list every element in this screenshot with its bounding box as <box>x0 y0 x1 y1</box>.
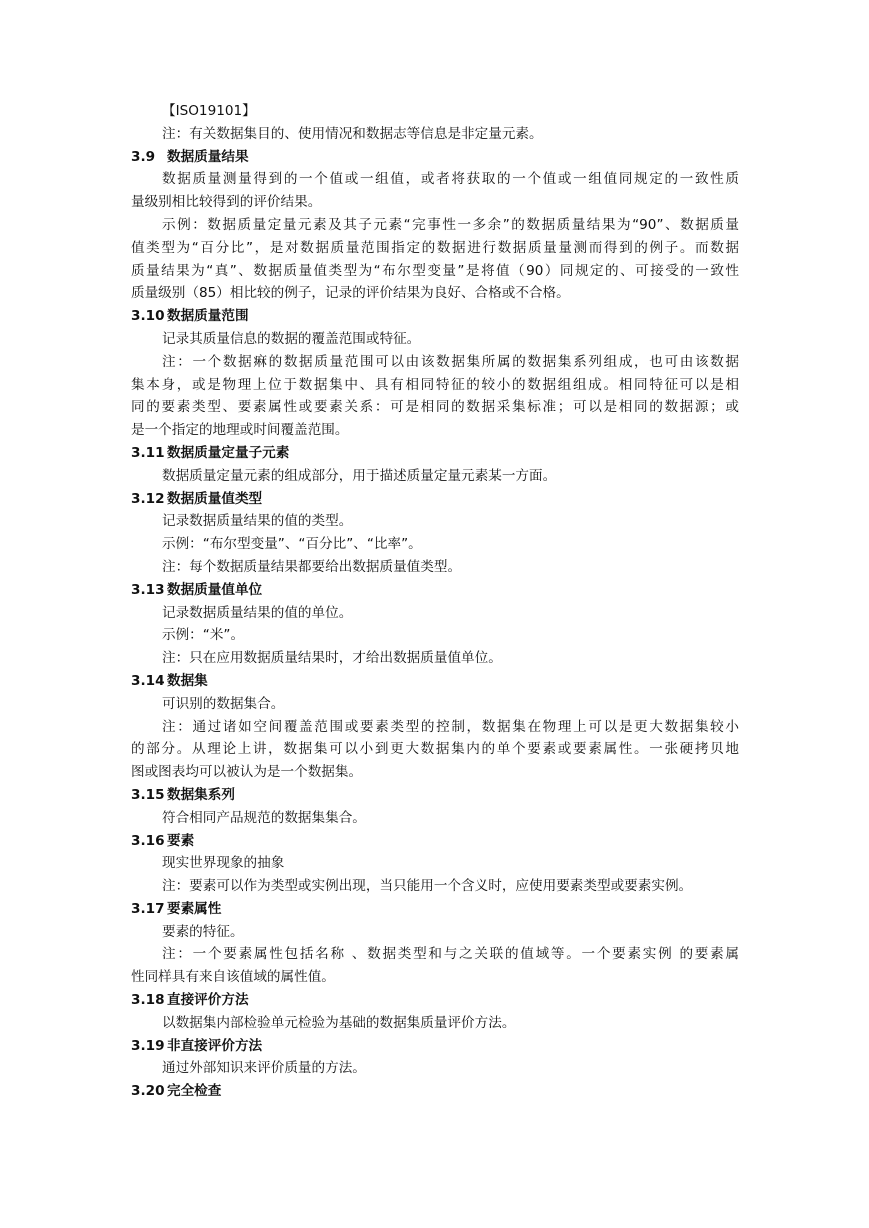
example-line: 质量结果为“真”、数据质量值类型为“布尔型变量”是将值（90）同规定的、可接受的一致性 <box>131 262 739 279</box>
section-title: 数据质量值类型 <box>167 490 263 507</box>
section-heading <box>131 579 739 602</box>
section-number: 3.15 <box>131 786 165 803</box>
section-title: 非直接评价方法 <box>167 1037 263 1054</box>
section-number: 3.18 <box>131 992 165 1009</box>
note-line: 性同样具有来自该值域的属性值。 <box>131 969 335 986</box>
example-line: 质量级别（85）相比较的例子，记录的评价结果为良好、合格或不合格。 <box>131 285 570 302</box>
section-title: 数据集 <box>167 672 208 689</box>
section-title: 要素 <box>167 832 195 849</box>
note-line: 集本身，或是物理上位于数据集中、具有相同特征的较小的数据组组成。相同特征可以是相 <box>131 376 739 393</box>
note-line: 注：只在应用数据质量结果时，才给出数据质量值单位。 <box>162 650 502 667</box>
section-title: 要素属性 <box>167 900 222 917</box>
definition-line: 记录数据质量结果的值的类型。 <box>162 513 353 530</box>
section-number: 3.16 <box>131 832 165 849</box>
section-title: 数据质量范围 <box>167 308 249 325</box>
section-title: 数据质量结果 <box>167 148 249 165</box>
document-page <box>131 100 739 1103</box>
note-paragraph: 注：有关数据集目的、使用情况和数据志等信息是非定量元素。 <box>162 125 543 142</box>
section-heading <box>131 1080 739 1103</box>
section-heading <box>131 442 739 465</box>
section-number: 3.10 <box>131 308 165 325</box>
note-line: 的部分。从理论上讲，数据集可以小到更大数据集内的单个要素或要素属性。一张硬拷贝地 <box>131 741 739 758</box>
section-heading <box>131 488 739 511</box>
section-heading <box>131 146 739 169</box>
example-line: 值类型为“百分比”，是对数据质量范围指定的数据进行数据质量量测而得到的例子。而数据 <box>131 239 739 256</box>
definition-line: 以数据集内部检验单元检验为基础的数据集质量评价方法。 <box>162 1014 516 1031</box>
section-heading <box>131 898 739 921</box>
section-number: 3.13 <box>131 581 165 598</box>
section-heading <box>131 1035 739 1058</box>
definition-line: 符合相同产品规范的数据集集合。 <box>162 809 366 826</box>
example-line: 示例：“布尔型变量”、“百分比”、“比率”。 <box>162 536 422 553</box>
section-number: 3.12 <box>131 490 165 507</box>
definition-line: 要素的特征。 <box>162 923 244 940</box>
definition-line: 记录数据质量结果的值的单位。 <box>162 604 353 621</box>
section-number: 3.9 <box>131 148 156 165</box>
section-number: 3.17 <box>131 900 165 917</box>
section-number: 3.11 <box>131 444 165 461</box>
section-number: 3.19 <box>131 1037 165 1054</box>
section-title: 数据质量定量子元素 <box>167 444 290 461</box>
note-line: 图或图表均可以被认为是一个数据集。 <box>131 764 363 781</box>
section-number: 3.14 <box>131 672 165 689</box>
section-heading <box>131 305 739 328</box>
section-heading <box>131 989 739 1012</box>
definition-line: 可识别的数据集合。 <box>162 695 285 712</box>
example-line: 示例：数据质量定量元素及其子元素“完事性一多余”的数据质量结果为“90”、数据质量 <box>162 216 739 233</box>
section-number: 3.20 <box>131 1083 165 1100</box>
note-line: 注：一个要素属性包括名称 、数据类型和与之关联的值域等。一个要素实例 的要素属 <box>162 946 739 963</box>
definition-line: 数据质量测量得到的一个值或一组值，或者将获取的一个值或一组值同规定的一致性质 <box>162 171 739 188</box>
example-line: 示例：“米”。 <box>162 627 245 644</box>
section-heading <box>131 670 739 693</box>
definition-line: 数据质量定量元素的组成部分，用于描述质量定量元素某一方面。 <box>162 467 557 484</box>
section-title: 数据质量值单位 <box>167 581 263 598</box>
section-title: 数据集系列 <box>167 786 235 803</box>
note-line: 同的要素类型、要素属性或要素关系：可是相同的数据采集标准；可以是相同的数据源；或 <box>131 399 739 416</box>
note-line: 注：通过诸如空间覆盖范围或要素类型的控制，数据集在物理上可以是更大数据集较小 <box>162 718 739 735</box>
note-line: 是一个指定的地理或时间覆盖范围。 <box>131 422 349 439</box>
definition-line: 量级别相比较得到的评价结果。 <box>131 194 322 211</box>
note-line: 注：一个数据痳的数据质量范围可以由该数据集所属的数据集系列组成，也可由该数据 <box>162 353 739 370</box>
section-title: 直接评价方法 <box>167 992 249 1009</box>
note-line: 注：每个数据质量结果都要给出数据质量值类型。 <box>162 558 462 575</box>
section-heading <box>131 830 739 853</box>
definition-line: 通过外部知识来评价质量的方法。 <box>162 1060 366 1077</box>
definition-line: 记录其质量信息的数据的覆盖范围或特征。 <box>162 330 421 347</box>
section-title: 完全检查 <box>167 1083 222 1100</box>
section-heading <box>131 784 739 807</box>
reference-tag: 【ISO19101】 <box>162 103 256 119</box>
definition-line: 现实世界现象的抽象 <box>162 855 285 872</box>
note-line: 注：要素可以作为类型或实例出现，当只能用一个含义时，应使用要素类型或要素实例。 <box>162 878 693 895</box>
